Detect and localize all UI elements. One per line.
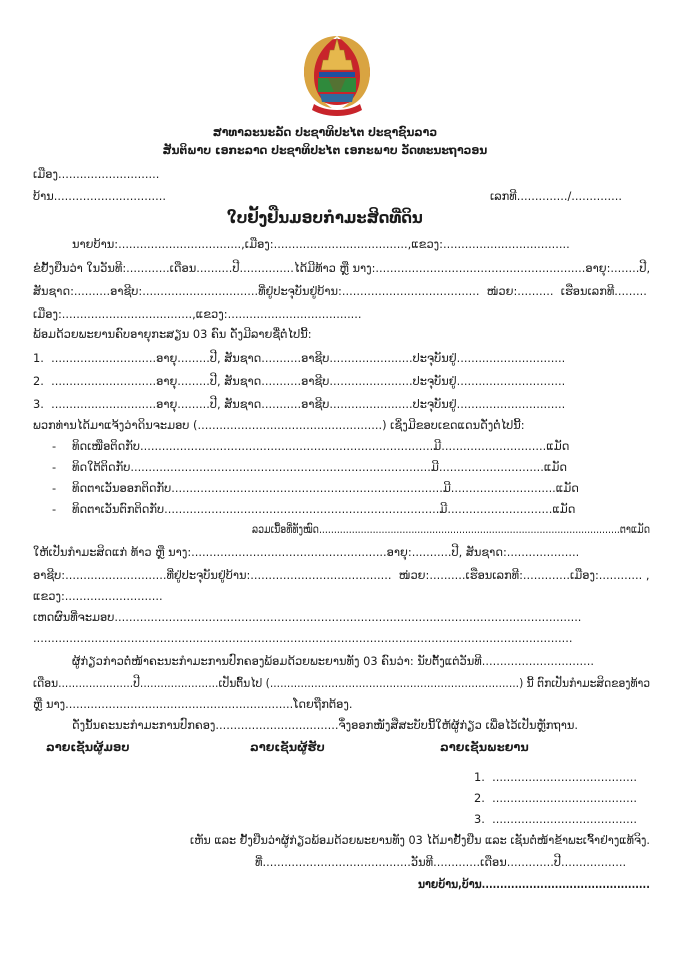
- emblem-dam: [319, 72, 355, 77]
- statement-line-4: ດັ່ງນັ້ນຄະນະກຳມະການປົກຄອງ..................................ຈຶ່ງອອກໜັງສືສະບັບນີ້ໃຫ້ຜູ້ກ່ຽວ ເພື່ອໄວ້ເປັນຫຼັກຖານ.: [72, 718, 579, 732]
- witness-line-1: 1. .............................ອາຍຸ.........ປີ, ສັນຊາດ...........ອາຊີບ.......................ປະຈຸບັນຢູ່..............................: [33, 351, 566, 365]
- witness-intro: ພ້ອມດ້ວຍພະຍານຄົບອາຍຸກະສຽນ 03 ຄົນ ດັ່ງມີລາຍຊື່ຕໍ່ໄປນີ້:: [33, 327, 312, 341]
- recipient-line-2: ອາຊີບ:............................ທີ່ຢູ່ປະຈຸບັນຢູ່ບ້ານ:....................................... ໜ່ວຍ:..........ເຮືອນເລກທີ:.............ເມືອງ:............ ,: [33, 568, 650, 582]
- emblem-cog: [320, 94, 354, 102]
- witness-line-3: 3. .............................ອາຍຸ.........ປີ, ສັນຊາດ...........ອາຊີບ.......................ປະຈຸບັນຢູ່..............................: [33, 397, 566, 411]
- republic-heading: ສາທາລະນະລັດ ປະຊາທິປະໄຕ ປະຊາຊົນລາວ: [212, 125, 438, 139]
- reason-continued-line: .....................................................................................................................................................: [33, 631, 573, 645]
- witness-line-2: 2. .............................ອາຍຸ.........ປີ, ສັນຊາດ...........ອາຊີບ.......................ປະຈຸບັນຢູ່..............................: [33, 374, 566, 388]
- witness-signature-line-2: 2. ........................................: [474, 791, 637, 805]
- border-dash-north: -: [52, 439, 57, 453]
- national-emblem: [290, 28, 384, 118]
- reason-line: ເຫດຜົນທີ່ຈະມອບ.................................................................................................................................: [33, 610, 582, 624]
- total-area-line: ລວມເນື້ອທີ່ທັງໝົດ.....................................................................................................ຕາແມັດ: [252, 522, 650, 536]
- witness-signature-label: ລາຍເຊັນພະຍານ: [440, 740, 529, 754]
- village-field: ບ້ານ...............................: [33, 189, 167, 203]
- border-dash-west: -: [52, 502, 57, 516]
- recipient-line-3: ແຂວງ:...........................: [33, 589, 163, 603]
- document-title: ໃບຢັ້ງຢືນມອບກຳມະສິດທີ່ດິນ: [227, 209, 423, 227]
- land-intro: ພວກທ່ານໄດ້ມາແຈ້ງວ່າດິນຈະມອບ (...................................................) ເຊິ່ງມີຂອບເຂດແດນດັ່ງຕໍ່ໄປນີ້:: [33, 418, 525, 432]
- intro-line-4: ເມືອງ:....................................,ແຂວງ:.....................................: [33, 307, 362, 321]
- intro-line-1: ນາຍບ້ານ:..................................,ເມືອງ:.....................................,ແຂວງ:...................................: [72, 237, 570, 251]
- statement-line-1: ຜູ້ກ່ຽວກ່າວຕໍ່ໜ້າຄະນະກຳມະການປົກຄອງພ້ອມດ້ວຍພະຍານທັງ 03 ຄົນວ່າ: ນັບຕັ້ງແຕ່ວັນທີ...............................: [72, 654, 594, 668]
- place-date-line: ທີ່.........................................ວັນທີ.............ເດືອນ.............ປີ..................: [255, 855, 627, 869]
- witness-signature-line-1: 1. ........................................: [474, 770, 637, 784]
- village-chief-signature: ນາຍບ້ານ,ບ້ານ..............................................: [418, 877, 650, 891]
- statement-line-3: ຫຼື ນາງ...............................................................ໂດຍຖືກຕ້ອງ.: [33, 697, 353, 711]
- receiver-signature-label: ລາຍເຊັນຜູ້ຮັບ: [250, 740, 325, 754]
- border-dash-east: -: [52, 481, 57, 495]
- border-dash-south: -: [52, 460, 57, 474]
- intro-line-3: ສັນຊາດ:..........ອາຊີບ:................................ທີ່ຢູ່ປະຈຸບັນຢູ່ບ້ານ:...................................... ໜ່ວຍ:.......... ເຮືອນເລກທີ.........: [33, 284, 647, 298]
- confirmation-statement: ເຫັນ ແລະ ຢັ້ງຢືນວ່າຜູ້ກ່ຽວພ້ອມດ້ວຍພະຍານທັງ 03 ໄດ້ມາຢັ້ງຢືນ ແລະ ເຊັນຕໍ່ໜ້າຂ້າພະເຈົ້າຢ່າງແທ້ຈິງ.: [190, 833, 650, 847]
- witness-signature-line-3: 3. ........................................: [474, 812, 637, 826]
- giver-signature-label: ລາຍເຊັນຜູ້ມອບ: [46, 740, 130, 754]
- emblem-ribbon: [312, 104, 362, 116]
- district-field: ເມືອງ............................: [33, 167, 160, 181]
- intro-line-2: ຂໍຢັ້ງຢືນວ່າ ໃນວັນທີ:............ເດືອນ..........ປີ...............ໄດ້ມີທ້າວ ຫຼື ນາງ:..........................................................ອາຍຸ:........ປີ,: [33, 261, 651, 275]
- border-west: ທິດຕາເວັນຕົກຕິດກັບ............................................................................ມີ.............................ແມັດ: [72, 502, 576, 516]
- recipient-line-1: ໃຫ້ເປັນກຳມະສິດແກ່ ທ້າວ ຫຼື ນາງ:......................................................ອາຍຸ:...........ປີ, ສັນຊາດ:....................: [33, 545, 580, 559]
- national-motto: ສັນຕິພາບ ເອກະລາດ ປະຊາທິປະໄຕ ເອກະພາບ ວັດທະນະຖາວອນ: [162, 143, 488, 157]
- border-north: ທິດເໜືອຕິດກັບ.................................................................................ມີ.............................ແມັດ: [72, 439, 570, 453]
- border-south: ທິດໃຕ້ຕິດກັບ...................................................................................ມີ.............................ແມັດ: [72, 460, 567, 474]
- document-number-field: ເລກທີ............../..............: [490, 189, 622, 203]
- border-east: ທິດຕາເວັນອອກຕິດກັບ...........................................................................ມີ.............................ແມັດ: [72, 481, 579, 495]
- statement-line-2: ເດືອນ......................ປີ.......................ເປັນຕົ້ນໄປ (.........................................................................) ນີ້ ຕົກເປັນກຳມະສິດຂອງທ້າວ: [33, 676, 651, 690]
